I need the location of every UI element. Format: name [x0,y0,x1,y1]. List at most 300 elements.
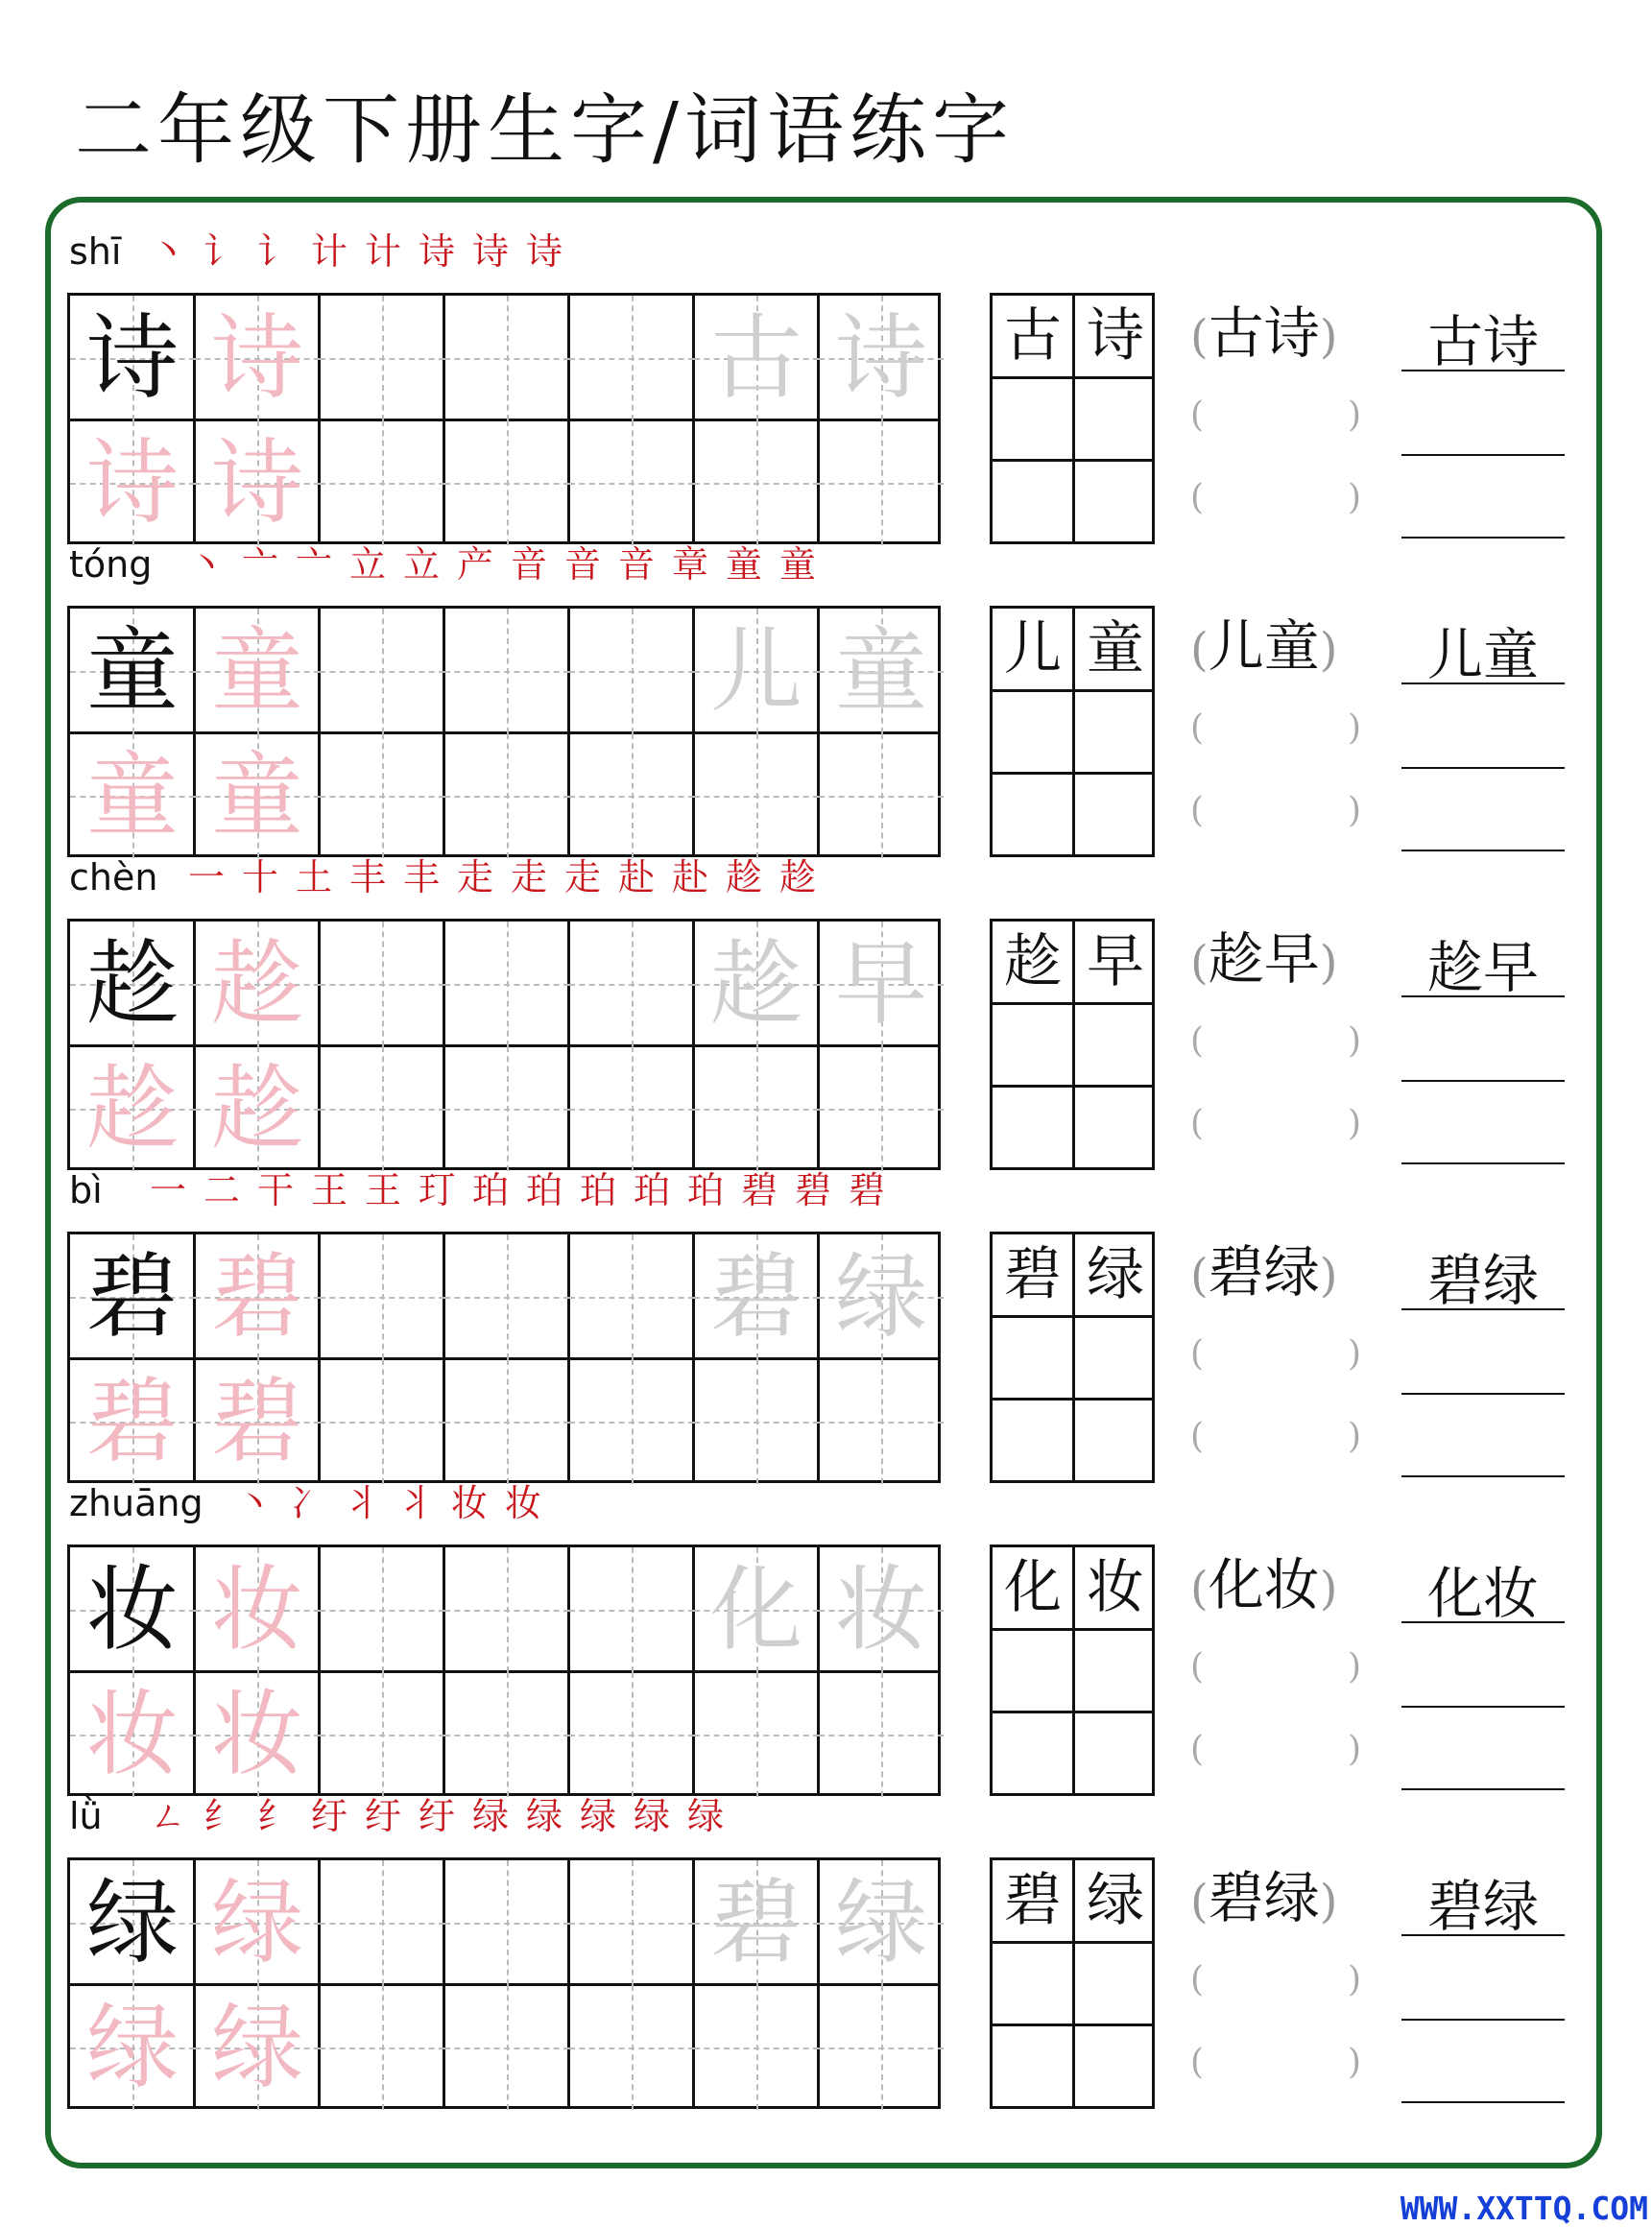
paren-right: ) [1348,791,1362,830]
stroke-glyph: ㄥ [149,1795,186,1837]
guide-line-horizontal [444,1610,569,1612]
practice-cell[interactable] [569,1547,694,1672]
stroke-order-step [611,856,662,898]
practice-cell[interactable] [569,1860,694,1985]
practice-cell[interactable] [569,1046,694,1171]
paren-blank[interactable] [1190,1731,1363,1769]
stroke-glyph: 干 [256,1169,294,1211]
underlined-word: 古诗 [1401,312,1565,371]
word-box-row-line [993,1711,1152,1713]
writing-line[interactable] [1401,454,1565,456]
practice-cell[interactable] [70,922,195,1046]
trace-character: 绿 [211,1869,303,1976]
guide-line-horizontal [819,483,944,485]
guide-line-horizontal [444,483,569,485]
trace-character: 古 [710,304,802,412]
practice-cell[interactable] [819,1547,944,1672]
practice-cell[interactable] [320,922,444,1046]
stroke-glyph: 王 [364,1169,401,1211]
guide-line-horizontal [444,358,569,360]
word-box-character: 早 [1087,928,1144,995]
paren-blank[interactable] [1190,709,1363,748]
practice-cell[interactable] [819,733,944,858]
trace-character: 童 [86,742,179,850]
writing-line[interactable] [1401,1788,1565,1790]
underlined-word: 化妆 [1401,1564,1565,1623]
paren-left: ( [1190,623,1209,677]
practice-cell[interactable] [444,1672,569,1797]
pinyin-label: lǜ [69,1795,103,1837]
stroke-order-step [680,1795,731,1837]
practice-cell[interactable] [320,1985,444,2110]
practice-cell[interactable] [320,1547,444,1672]
stroke-order-step [572,1795,624,1837]
writing-line[interactable] [1401,1393,1565,1395]
stroke-order-step [303,1795,355,1837]
practice-cell[interactable] [195,1985,320,2110]
writing-line[interactable] [1401,850,1565,851]
stroke-order-step [303,230,355,273]
trace-character: 诗 [211,429,303,537]
stroke-order-step [503,856,555,898]
word-box-character: 诗 [1087,302,1144,370]
paren-word [1190,1552,1363,1617]
stroke-glyph: 一 [149,1169,186,1211]
stroke-order-step [772,543,824,586]
practice-grid [67,919,941,1170]
practice-cell[interactable] [569,296,694,420]
paren-right: ) [1348,1647,1362,1687]
stroke-glyph: 音 [563,543,601,586]
practice-cell[interactable] [195,609,320,733]
guide-line-horizontal [819,1422,944,1424]
writing-line[interactable] [1401,1162,1565,1164]
practice-cell[interactable] [819,1985,944,2110]
paren-right: ) [1348,1021,1362,1061]
stroke-order-step [733,1169,785,1211]
trace-character: 妆 [211,1681,303,1788]
model-character: 绿 [86,1869,179,1976]
stroke-glyph: 计 [364,230,401,273]
stroke-glyph: 二 [203,1169,240,1211]
stroke-glyph: 珀 [579,1169,616,1211]
stroke-order-step [336,1482,388,1524]
practice-cell[interactable] [70,420,195,545]
stroke-glyph: 章 [671,543,708,586]
stroke-order-step [465,1795,516,1837]
stroke-order-step [626,1795,678,1837]
word-writing-box[interactable] [990,1232,1155,1483]
stroke-order-step [390,1482,442,1524]
pinyin-label: tóng [69,543,153,586]
practice-grid [67,1545,941,1796]
practice-cell[interactable] [694,296,819,420]
trace-character: 碧 [710,1243,802,1351]
model-character: 碧 [86,1243,179,1351]
practice-cell[interactable] [444,1860,569,1985]
paren-left: ( [1190,1417,1205,1456]
stroke-glyph: 丰 [348,856,386,898]
stroke-glyph: 丶 [187,543,225,586]
practice-cell[interactable] [444,733,569,858]
paren-left: ( [1190,708,1205,748]
practice-cell[interactable] [70,1234,195,1359]
paren-right: ) [1348,708,1362,748]
guide-line-horizontal [444,984,569,986]
practice-cell[interactable] [320,1234,444,1359]
stroke-glyph: 诗 [471,230,509,273]
practice-cell[interactable] [569,1672,694,1797]
practice-cell[interactable] [320,296,444,420]
guide-line-horizontal [569,1923,694,1925]
practice-cell[interactable] [195,1234,320,1359]
stroke-glyph: 绿 [525,1795,563,1837]
practice-cell[interactable] [195,1547,320,1672]
practice-cell[interactable] [444,922,569,1046]
practice-cell[interactable] [444,609,569,733]
stroke-order-step [465,230,516,273]
paren-blank[interactable] [1190,1418,1363,1456]
practice-cell[interactable] [819,1860,944,1985]
stroke-glyph: 讠 [203,230,240,273]
stroke-order-step [718,543,770,586]
word-box-character: 绿 [1087,1241,1144,1308]
paren-word [1190,613,1363,679]
stroke-order-step [411,230,463,273]
stroke-order-step [557,543,609,586]
stroke-order-step [288,856,340,898]
trace-character: 绿 [211,1994,303,2101]
practice-cell[interactable] [444,296,569,420]
trace-character: 碧 [211,1368,303,1475]
guide-line-horizontal [444,1923,569,1925]
practice-cell[interactable] [569,1985,694,2110]
guide-line-horizontal [320,1109,444,1111]
guide-line-horizontal [444,1422,569,1424]
paren-right: ) [1348,1730,1362,1769]
paren-word-text: 碧绿 [1208,1239,1320,1305]
stroke-order-step [611,543,662,586]
practice-cell[interactable] [70,609,195,733]
practice-cell[interactable] [694,609,819,733]
paren-right: ) [1319,1249,1338,1303]
guide-line-horizontal [320,1923,444,1925]
word-box-character: 古 [1004,302,1062,370]
practice-cell[interactable] [70,1046,195,1171]
paren-word-text: 碧绿 [1208,1865,1320,1930]
practice-cell[interactable] [70,1359,195,1484]
practice-cell[interactable] [819,1046,944,1171]
paren-word-text: 古诗 [1208,300,1320,366]
pinyin-label: chèn [69,856,158,898]
practice-cell[interactable] [444,1234,569,1359]
trace-character: 儿 [710,617,802,725]
paren-blank[interactable] [1190,1961,1363,2000]
practice-cell[interactable] [320,609,444,733]
stroke-glyph: 音 [510,543,547,586]
paren-left: ( [1190,1104,1205,1143]
practice-cell[interactable] [444,1985,569,2110]
stroke-glyph: 珀 [686,1169,724,1211]
practice-cell[interactable] [195,922,320,1046]
stroke-glyph: 珀 [525,1169,563,1211]
practice-cell[interactable] [694,1359,819,1484]
model-character: 童 [86,617,179,725]
word-box-row-line [993,689,1152,692]
stroke-order-step [142,1169,194,1211]
guide-line-horizontal [320,1297,444,1299]
trace-character: 童 [211,617,303,725]
practice-cell[interactable] [569,420,694,545]
stroke-glyph: 产 [456,543,493,586]
stroke-glyph: 走 [510,856,547,898]
practice-cell[interactable] [320,1672,444,1797]
paren-left: ( [1190,1334,1205,1374]
practice-cell[interactable] [70,296,195,420]
underlined-word: 趁早 [1401,938,1565,997]
stroke-glyph: 亠 [295,543,332,586]
stroke-order-step [357,1795,409,1837]
word-writing-box[interactable] [990,606,1155,857]
practice-cell[interactable] [320,420,444,545]
guide-line-horizontal [569,358,694,360]
stroke-glyph: 纡 [310,1795,347,1837]
stroke-glyph: 立 [348,543,386,586]
stroke-order-step [449,543,501,586]
trace-character: 诗 [86,429,179,537]
guide-line-horizontal [320,1735,444,1736]
practice-cell[interactable] [70,1672,195,1797]
guide-line-horizontal [694,2047,819,2049]
guide-line-horizontal [694,1735,819,1736]
trace-character: 碧 [211,1243,303,1351]
word-writing-box[interactable] [990,1545,1155,1796]
stroke-glyph: 妆 [450,1482,488,1524]
practice-cell[interactable] [819,922,944,1046]
practice-cell[interactable] [320,733,444,858]
guide-line-horizontal [444,1297,569,1299]
paren-blank[interactable] [1190,792,1363,830]
word-box-character: 碧 [1004,1241,1062,1308]
stroke-order-step [411,1169,463,1211]
practice-grid [67,1857,941,2109]
paren-blank[interactable] [1190,1335,1363,1374]
stroke-order-step [664,543,716,586]
practice-cell[interactable] [320,1860,444,1985]
stroke-glyph: 珀 [633,1169,670,1211]
guide-line-horizontal [569,796,694,798]
practice-cell[interactable] [569,1359,694,1484]
stroke-order-step [196,1169,248,1211]
practice-cell[interactable] [444,1547,569,1672]
watermark: WWW.XXTTQ.COM [1400,2190,1648,2227]
paren-blank[interactable] [1190,396,1363,435]
stroke-glyph: 立 [402,543,440,586]
practice-cell[interactable] [195,296,320,420]
stroke-order-step [180,856,232,898]
practice-cell[interactable] [195,1359,320,1484]
practice-cell[interactable] [819,1672,944,1797]
paren-blank[interactable] [1190,1022,1363,1061]
practice-grid [67,293,941,544]
practice-cell[interactable] [819,609,944,733]
practice-cell[interactable] [569,1234,694,1359]
stroke-order-step [664,856,716,898]
practice-cell[interactable] [694,1234,819,1359]
practice-cell[interactable] [694,1985,819,2110]
practice-cell[interactable] [569,733,694,858]
guide-line-horizontal [320,1422,444,1424]
practice-cell[interactable] [195,1672,320,1797]
word-writing-box[interactable] [990,293,1155,544]
paren-right: ) [1319,310,1338,364]
practice-cell[interactable] [70,733,195,858]
stroke-order-step [342,543,394,586]
guide-line-horizontal [694,1422,819,1424]
trace-character: 童 [211,742,303,850]
practice-cell[interactable] [320,1046,444,1171]
stroke-order-step [626,1169,678,1211]
word-writing-box[interactable] [990,1857,1155,2109]
stroke-glyph: 一 [187,856,225,898]
practice-cell[interactable] [819,420,944,545]
paren-left: ( [1190,1730,1205,1769]
stroke-order-step [518,1795,570,1837]
guide-line-horizontal [320,796,444,798]
paren-left: ( [1190,1021,1205,1061]
stroke-glyph: 亠 [241,543,278,586]
guide-line-horizontal [444,796,569,798]
practice-cell[interactable] [694,733,819,858]
word-box-character: 儿 [1004,615,1062,682]
practice-cell[interactable] [444,1046,569,1171]
practice-cell[interactable] [819,1234,944,1359]
paren-right: ) [1348,395,1362,435]
pinyin-label: shī [69,230,122,273]
stroke-glyph: 碧 [740,1169,778,1211]
stroke-glyph: 碧 [794,1169,831,1211]
paren-blank[interactable] [1190,1648,1363,1687]
practice-cell[interactable] [819,1359,944,1484]
stroke-glyph: 纡 [418,1795,455,1837]
trace-character: 趁 [211,1055,303,1162]
writing-line[interactable] [1401,1080,1565,1082]
practice-cell[interactable] [195,733,320,858]
paren-blank[interactable] [1190,2044,1363,2082]
stroke-glyph: 音 [617,543,655,586]
stroke-glyph: 绿 [633,1795,670,1837]
pinyin-label: zhuāng [69,1482,204,1524]
writing-line[interactable] [1401,767,1565,769]
practice-cell[interactable] [444,1359,569,1484]
paren-word [1190,1239,1363,1305]
paren-left: ( [1190,1875,1209,1928]
stroke-glyph: 计 [310,230,347,273]
practice-cell[interactable] [70,1547,195,1672]
word-writing-box[interactable] [990,919,1155,1170]
stroke-glyph: 诗 [525,230,563,273]
writing-line[interactable] [1401,2019,1565,2021]
pinyin-label: bì [69,1169,103,1211]
word-box-row-line [993,1085,1152,1088]
guide-line-horizontal [569,2047,694,2049]
practice-cell[interactable] [70,1860,195,1985]
practice-cell[interactable] [195,1860,320,1985]
practice-cell[interactable] [70,1985,195,2110]
stroke-glyph: 童 [725,543,762,586]
guide-line-horizontal [320,1610,444,1612]
model-character: 诗 [86,304,179,412]
paren-right: ) [1319,1875,1338,1928]
trace-character: 趁 [86,1055,179,1162]
practice-cell[interactable] [569,922,694,1046]
paren-word [1190,1865,1363,1930]
trace-character: 碧 [86,1368,179,1475]
stroke-order-step [443,1482,495,1524]
practice-cell[interactable] [694,420,819,545]
practice-cell[interactable] [195,1046,320,1171]
writing-line[interactable] [1401,1706,1565,1708]
word-box-character: 绿 [1087,1867,1144,1934]
writing-line[interactable] [1401,2101,1565,2103]
word-box-row-line [993,376,1152,379]
practice-cell[interactable] [819,296,944,420]
practice-cell[interactable] [444,420,569,545]
underlined-word: 碧绿 [1401,1251,1565,1310]
paren-blank[interactable] [1190,479,1363,517]
paren-left: ( [1190,1960,1205,2000]
trace-character: 诗 [211,304,303,412]
trace-character: 早 [835,930,927,1038]
stroke-glyph: 绿 [686,1795,724,1837]
word-box-row-line [993,772,1152,775]
paren-right: ) [1348,1417,1362,1456]
practice-cell[interactable] [195,420,320,545]
trace-character: 化 [710,1556,802,1664]
guide-line-horizontal [320,483,444,485]
stroke-order-step [250,1795,301,1837]
stroke-glyph: 丶 [149,230,186,273]
paren-left: ( [1190,395,1205,435]
trace-character: 绿 [835,1243,927,1351]
word-box-row-line [993,459,1152,462]
practice-cell[interactable] [320,1359,444,1484]
paren-blank[interactable] [1190,1105,1363,1143]
practice-cell[interactable] [694,1672,819,1797]
stroke-glyph: 赴 [671,856,708,898]
stroke-order-step [395,856,447,898]
practice-cell[interactable] [694,1547,819,1672]
practice-cell[interactable] [569,609,694,733]
paren-left: ( [1190,1647,1205,1687]
paren-right: ) [1348,2043,1362,2082]
writing-line[interactable] [1401,1475,1565,1477]
stroke-glyph: 走 [456,856,493,898]
guide-line-horizontal [320,984,444,986]
stroke-order-step [572,1169,624,1211]
paren-left: ( [1190,1562,1209,1616]
stroke-order-step [718,856,770,898]
paren-word [1190,300,1363,366]
practice-cell[interactable] [694,1860,819,1985]
guide-line-horizontal [320,358,444,360]
stroke-glyph: 丶 [235,1482,273,1524]
writing-line[interactable] [1401,537,1565,539]
practice-cell[interactable] [694,922,819,1046]
paren-word-text: 儿童 [1208,613,1320,679]
practice-cell[interactable] [694,1046,819,1171]
paren-right: ) [1348,478,1362,517]
